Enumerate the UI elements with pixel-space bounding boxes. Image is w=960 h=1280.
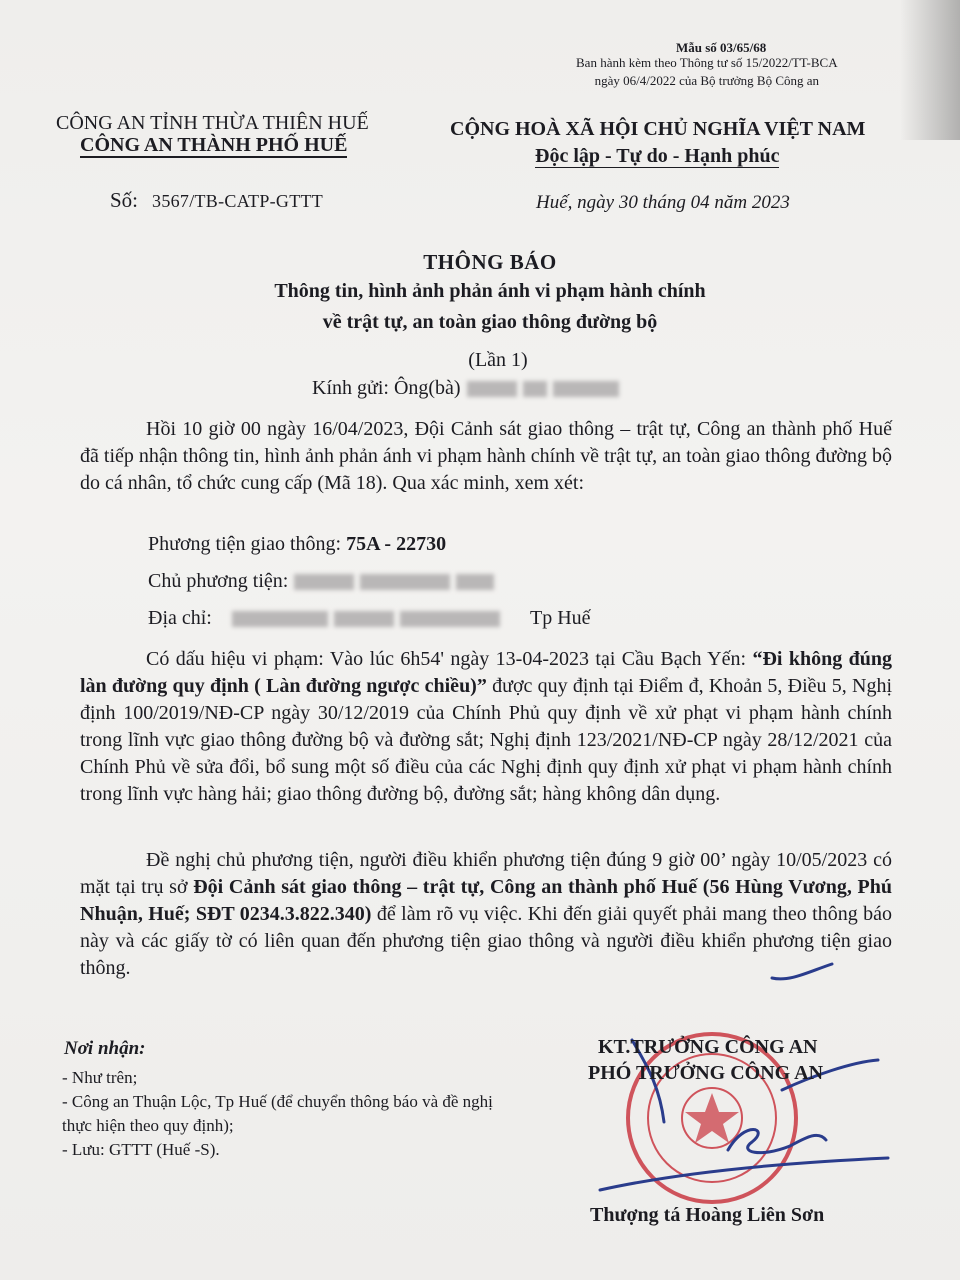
recipients-label: Nơi nhận: xyxy=(64,1038,146,1059)
request-text-b: để làm rõ vụ việc. Khi đến giải quyết phải mang theo thông báo này và các giấy tờ có liên quan đến phương tiện giao thông và người điều khiển phương tiện giao thông. xyxy=(80,903,893,979)
official-stamp xyxy=(628,1034,796,1202)
request-text-a: Đề nghị chủ phương tiện, người điều khiển phương tiện đúng 9 giờ 00’ ngày 10/05/2023 có mặt tại trụ sở xyxy=(80,849,892,898)
address-label: Địa chỉ: xyxy=(148,607,212,629)
signature-title-1: KT.TRƯỞNG CÔNG AN xyxy=(598,1036,818,1058)
document-subtitle-1: Thông tin, hình ảnh phản ánh vi phạm hành chính xyxy=(274,280,706,302)
signature-title-2: PHÓ TRƯỞNG CÔNG AN xyxy=(588,1062,824,1084)
paragraph-intro-text: Hồi 10 giờ 00 ngày 16/04/2023, Đội Cảnh sát giao thông – trật tự, Công an thành phố Huế đã tiếp nhận thông tin, hình ảnh phản ánh vi phạm hành chính về trật tự, an toàn giao thông đường bộ do cá nhân, tổ chức cung cấp (Mã 18). Qua xác minh, xem xét: xyxy=(80,418,892,494)
violation-text-a: Có dấu hiệu vi phạm: Vào lúc 6h54' ngày 13-04-2023 tại Cầu Bạch Yến: xyxy=(146,648,747,670)
document-number-value: 3567/TB-CATP-GTTT xyxy=(152,191,324,211)
place-date: Huế, ngày 30 tháng 04 năm 2023 xyxy=(536,192,790,213)
addressee-label: Kính gửi: Ông(bà) xyxy=(312,377,461,399)
vehicle-plate: 75A - 22730 xyxy=(346,533,447,555)
vehicle-label: Phương tiện giao thông: xyxy=(148,533,342,555)
recipient-item: - Lưu: GTTT (Huế -S). xyxy=(62,1140,220,1159)
recipient-item: - Công an Thuận Lộc, Tp Huế (để chuyển thông báo và đề nghị thực hiện theo quy định); xyxy=(62,1092,493,1135)
state-name: CỘNG HOÀ XÃ HỘI CHỦ NGHĨA VIỆT NAM xyxy=(450,118,866,140)
signer-name: Thượng tá Hoàng Liên Sơn xyxy=(590,1204,825,1226)
agency-name-text: CÔNG AN THÀNH PHỐ HUẾ xyxy=(80,134,348,156)
attempt-number: (Lần 1) xyxy=(468,349,528,371)
violation-text-b: được quy định tại Điểm đ, Khoản 5, Điều 5, Nghị định 100/2019/NĐ-CP ngày 30/12/2019 của Chính Phủ quy định về xử phạt vi phạm hành chính trong lĩnh vực giao thông đường bộ và đường sắt; Nghị định 123/2021/NĐ-CP ngày 28/12/2021 của Chính Phủ về sửa đổi, bổ sung một số điều của các Nghị định quy định xử phạt vi phạm hành chính trong lĩnh vực hàng hải; giao thông đường bộ, đường sắt; hàng không dân dụng. xyxy=(80,675,892,805)
document-number-label: Số: xyxy=(110,188,139,212)
owner-label: Chủ phương tiện: xyxy=(148,570,289,592)
form-note-line-2: ngày 06/4/2022 của Bộ trưởng Bộ Công an xyxy=(594,73,820,88)
address-city: Tp Huế xyxy=(530,607,591,629)
violation-description: “Đi không đúng làn đường quy định ( Làn đường ngược chiều)” xyxy=(80,648,892,697)
form-note-line-1: Ban hành kèm theo Thông tư số 15/2022/TT-BCA xyxy=(576,55,838,70)
document-title: THÔNG BÁO xyxy=(423,250,557,274)
agency-parent: CÔNG AN TỈNH THỪA THIÊN HUẾ xyxy=(56,112,369,134)
recipient-item: - Như trên; xyxy=(62,1068,138,1087)
form-number: Mẫu số 03/65/68 xyxy=(676,40,767,55)
request-office: Đội Cảnh sát giao thông – trật tự, Công an thành phố Huế (56 Hùng Vương, Phú Nhuận, Huế; SĐT 0234.3.822.340) xyxy=(80,876,893,925)
state-motto-text: Độc lập - Tự do - Hạnh phúc xyxy=(535,145,780,167)
document-subtitle-2: về trật tự, an toàn giao thông đường bộ xyxy=(322,311,658,333)
